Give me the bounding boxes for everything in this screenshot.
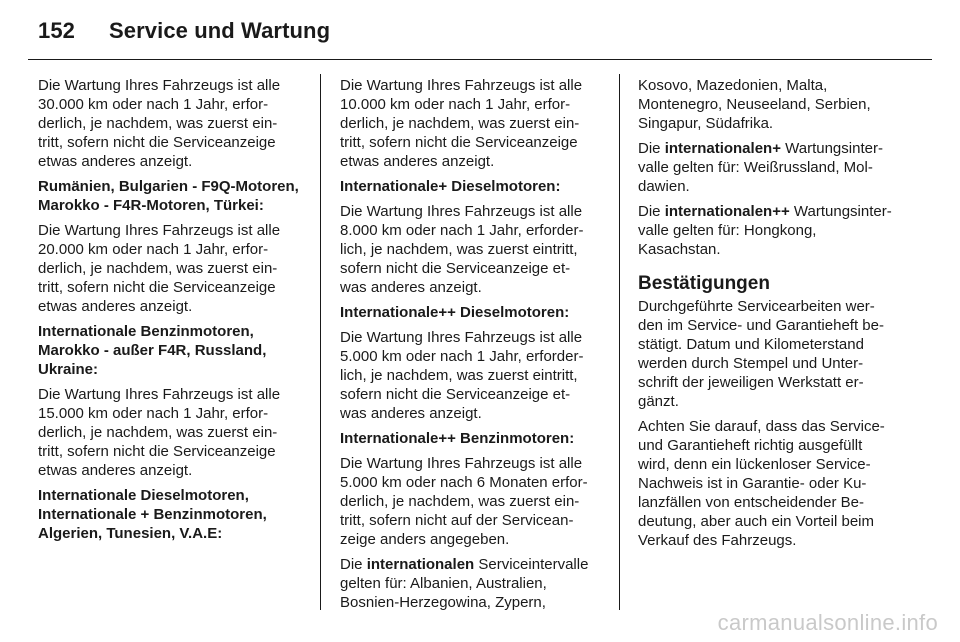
text-line: Kosovo, Mazedonien, Malta,	[638, 77, 828, 94]
text-line: Durchgeführte Servicearbeiten wer-	[638, 298, 875, 315]
text-column-3	[638, 76, 908, 556]
paragraph	[638, 417, 908, 550]
paragraph	[340, 454, 610, 549]
text-line: etwas anderes anzeigt.	[340, 153, 495, 170]
subheading	[38, 177, 308, 215]
text-line: valle gelten für: Weißrussland, Mol-	[638, 159, 873, 176]
text-line: Algerien, Tunesien, V.A.E:	[38, 525, 223, 542]
text-line: Internationale++ Benzinmotoren:	[340, 430, 575, 447]
page-header	[38, 18, 922, 44]
text-line: stätigt. Datum und Kilometerstand	[638, 336, 864, 353]
subheading	[38, 322, 308, 379]
text-line: lich, je nachdem, was zuerst eintritt,	[340, 367, 578, 384]
text-run: Die	[638, 140, 665, 157]
text-line: was anderes anzeigt.	[340, 279, 482, 296]
text-line: 8.000 km oder nach 1 Jahr, erforder-	[340, 222, 584, 239]
text-run: Die	[638, 203, 665, 220]
text-line: Die Wartung Ihres Fahrzeugs ist alle	[340, 203, 583, 220]
text-line: Internationale Benzinmotoren,	[38, 323, 254, 340]
text-line: Die Wartung Ihres Fahrzeugs ist alle	[340, 77, 583, 94]
text-line: tritt, sofern nicht auf der Servicean-	[340, 512, 574, 529]
section-heading	[638, 273, 908, 295]
text-run: Wartungsinter-	[780, 140, 883, 157]
text-line: valle gelten für: Hongkong,	[638, 222, 817, 239]
text-line: wird, denn ein lückenloser Service-	[638, 456, 871, 473]
column-divider	[320, 74, 321, 610]
text-line: tritt, sofern nicht die Serviceanzeige	[38, 443, 276, 460]
page-number: 152	[38, 18, 76, 43]
header-rule	[28, 59, 932, 60]
text-line: Ukraine:	[38, 361, 99, 378]
text-line: Nachweis ist in Garantie- oder Ku-	[638, 475, 867, 492]
text-line: etwas anderes anzeigt.	[38, 462, 193, 479]
paragraph	[38, 385, 308, 480]
text-line: Internationale++ Dieselmotoren:	[340, 304, 570, 321]
text-line: 10.000 km oder nach 1 Jahr, erfor-	[340, 96, 571, 113]
subheading	[38, 486, 308, 543]
text-line: dawien.	[638, 178, 690, 195]
text-line: derlich, je nachdem, was zuerst ein-	[38, 260, 278, 277]
paragraph	[638, 76, 908, 133]
page-title: Service und Wartung	[109, 18, 331, 43]
text-line	[340, 555, 610, 574]
text-line: lanzfällen von entscheidender Be-	[638, 494, 864, 511]
text-line: 15.000 km oder nach 1 Jahr, erfor-	[38, 405, 269, 422]
paragraph	[638, 297, 908, 411]
watermark: carmanualsonline.info	[717, 610, 938, 635]
text-line: tritt, sofern nicht die Serviceanzeige	[38, 279, 276, 296]
text-line: Internationale+ Dieselmotoren:	[340, 178, 561, 195]
text-line: werden durch Stempel und Unter-	[638, 355, 864, 372]
paragraph	[638, 139, 908, 196]
text-line: 30.000 km oder nach 1 Jahr, erfor-	[38, 96, 269, 113]
text-line	[638, 139, 908, 158]
text-line: zeige anders angegeben.	[340, 531, 510, 548]
text-run: Die	[340, 556, 367, 573]
subheading	[340, 177, 610, 196]
paragraph	[38, 221, 308, 316]
text-line: gelten für: Albanien, Australien,	[340, 575, 547, 592]
text-line: Marokko - außer F4R, Russland,	[38, 342, 267, 359]
text-line: derlich, je nachdem, was zuerst ein-	[38, 115, 278, 132]
text-line	[638, 202, 908, 221]
text-run: Serviceintervalle	[474, 556, 589, 573]
paragraph	[340, 202, 610, 297]
text-column-2	[340, 76, 610, 618]
text-run: Wartungsinter-	[789, 203, 892, 220]
text-line: Marokko - F4R-Motoren, Türkei:	[38, 197, 264, 214]
text-line: Bestätigungen	[638, 273, 770, 294]
bold-term: internationalen++	[664, 203, 790, 220]
text-line: derlich, je nachdem, was zuerst ein-	[340, 493, 580, 510]
text-line: gänzt.	[638, 393, 679, 410]
text-line: Die Wartung Ihres Fahrzeugs ist alle	[340, 455, 583, 472]
text-line: etwas anderes anzeigt.	[38, 298, 193, 315]
text-line: tritt, sofern nicht die Serviceanzeige	[340, 134, 578, 151]
paragraph	[340, 328, 610, 423]
text-line: Bosnien-Herzegowina, Zypern,	[340, 594, 546, 611]
text-line: den im Service- und Garantieheft be-	[638, 317, 884, 334]
subheading	[340, 303, 610, 322]
text-line: 5.000 km oder nach 6 Monaten erfor-	[340, 474, 588, 491]
text-line: lich, je nachdem, was zuerst eintritt,	[340, 241, 578, 258]
text-line: 20.000 km oder nach 1 Jahr, erfor-	[38, 241, 269, 258]
paragraph	[38, 76, 308, 171]
text-line: Die Wartung Ihres Fahrzeugs ist alle	[340, 329, 583, 346]
text-line: Montenegro, Neuseeland, Serbien,	[638, 96, 871, 113]
paragraph	[340, 555, 610, 612]
text-line: was anderes anzeigt.	[340, 405, 482, 422]
text-line: derlich, je nachdem, was zuerst ein-	[38, 424, 278, 441]
text-line: Die Wartung Ihres Fahrzeugs ist alle	[38, 77, 281, 94]
bold-term: internationalen	[366, 556, 475, 573]
column-divider	[619, 74, 620, 610]
text-line: deutung, aber auch ein Vorteil beim	[638, 513, 874, 530]
paragraph	[340, 76, 610, 171]
text-line: Kasachstan.	[638, 241, 721, 258]
text-column-1	[38, 76, 308, 549]
text-line: derlich, je nachdem, was zuerst ein-	[340, 115, 580, 132]
text-line: etwas anderes anzeigt.	[38, 153, 193, 170]
text-line: Achten Sie darauf, dass das Service-	[638, 418, 885, 435]
text-line: 5.000 km oder nach 1 Jahr, erforder-	[340, 348, 584, 365]
bold-term: internationalen+	[664, 140, 781, 157]
text-line: Verkauf des Fahrzeugs.	[638, 532, 797, 549]
text-line: und Garantieheft richtig ausgefüllt	[638, 437, 863, 454]
text-line: sofern nicht die Serviceanzeige et-	[340, 386, 571, 403]
subheading	[340, 429, 610, 448]
text-line: Die Wartung Ihres Fahrzeugs ist alle	[38, 222, 281, 239]
text-line: Die Wartung Ihres Fahrzeugs ist alle	[38, 386, 281, 403]
text-line: Internationale Dieselmotoren,	[38, 487, 249, 504]
text-line: Internationale + Benzinmotoren,	[38, 506, 267, 523]
text-line: schrift der jeweiligen Werkstatt er-	[638, 374, 864, 391]
text-line: sofern nicht die Serviceanzeige et-	[340, 260, 571, 277]
text-line: tritt, sofern nicht die Serviceanzeige	[38, 134, 276, 151]
text-line: Singapur, Südafrika.	[638, 115, 774, 132]
paragraph	[638, 202, 908, 259]
text-line: Rumänien, Bulgarien - F9Q-Motoren,	[38, 178, 299, 195]
